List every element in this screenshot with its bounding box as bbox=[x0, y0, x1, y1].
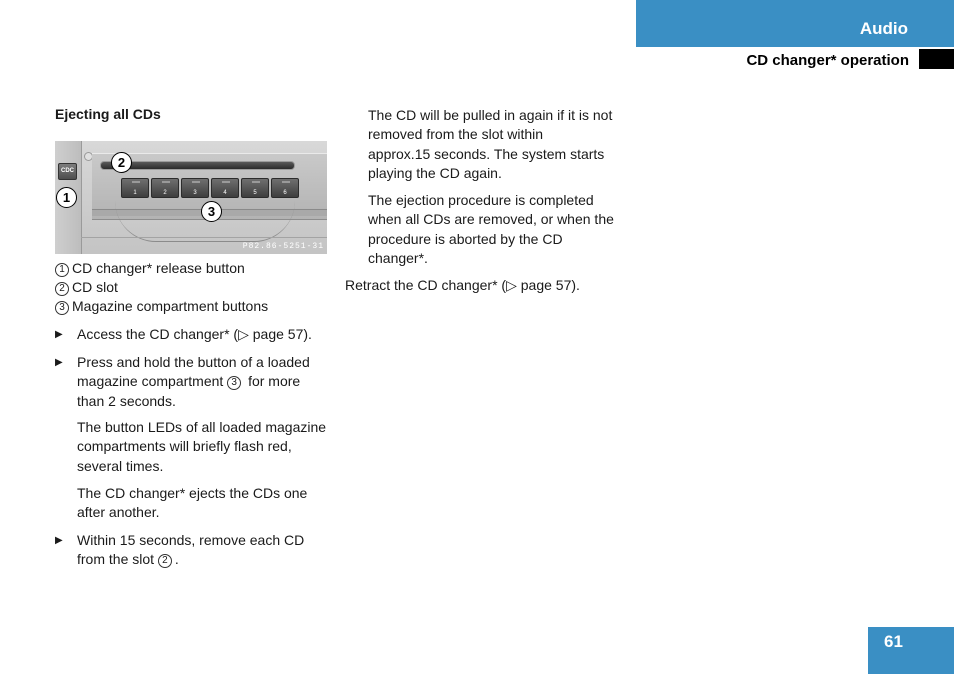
bullet-arrow-icon: ▶ bbox=[55, 535, 63, 546]
reference-number: 2 bbox=[158, 554, 172, 568]
legend-number: 2 bbox=[55, 282, 69, 296]
legend-item bbox=[55, 279, 118, 296]
page-ref-arrow-icon: ▷ bbox=[506, 277, 517, 293]
legend-text: CD changer* release button bbox=[72, 260, 245, 276]
bullet-arrow-icon: ▶ bbox=[55, 329, 63, 340]
magazine-buttons bbox=[121, 178, 299, 197]
cdc-release-button: CDC bbox=[58, 163, 77, 180]
legend-text: CD slot bbox=[72, 279, 118, 295]
step-remove: Within 15 seconds, remove each CD from the slot 2 . bbox=[77, 532, 305, 568]
legend-item bbox=[55, 298, 268, 315]
callout-1: 1 bbox=[56, 187, 77, 208]
callout-3: 3 bbox=[201, 201, 222, 222]
section-marker bbox=[919, 49, 954, 69]
legend-number: 1 bbox=[55, 263, 69, 277]
legend-number: 3 bbox=[55, 301, 69, 315]
retract-instruction: Retract the CD changer* (▷ page 57). bbox=[345, 277, 580, 293]
page-heading: Ejecting all CDs bbox=[55, 106, 161, 122]
magazine-button: 2 bbox=[151, 178, 179, 198]
note-completed: The ejection procedure is completed when all CDs are removed, or when the procedure is aborted by the CD changer*. bbox=[368, 192, 614, 266]
step-press-hold: Press and hold the button of a loaded magazine compartment 3 for more than 2 seconds. bbox=[77, 354, 310, 409]
note-ejects: The CD changer* ejects the CDs one after another. bbox=[77, 485, 308, 521]
legend-item bbox=[55, 260, 245, 277]
cd-changer-figure bbox=[55, 141, 327, 254]
section-title: Audio bbox=[859, 19, 908, 38]
magazine-button: 1 bbox=[121, 178, 149, 198]
page-ref-arrow-icon: ▷ bbox=[238, 326, 249, 342]
step-access: Access the CD changer* (▷ page 57). bbox=[77, 326, 312, 342]
bullet-arrow-icon: ▶ bbox=[55, 357, 63, 368]
reference-number: 3 bbox=[227, 376, 241, 390]
magazine-button: 3 bbox=[181, 178, 209, 198]
note-pulled-in: The CD will be pulled in again if it is not removed from the slot within approx.15 seconds. The system starts playing the CD again. bbox=[368, 107, 613, 181]
subsection-title: CD changer* operation bbox=[746, 52, 909, 69]
figure-code: P82.86-5251-31 bbox=[242, 242, 324, 251]
page-number-tab bbox=[868, 627, 954, 674]
legend-text: Magazine compartment buttons bbox=[72, 298, 269, 314]
callout-2: 2 bbox=[111, 152, 132, 173]
figure-divider bbox=[81, 237, 327, 238]
note-leds: The button LEDs of all loaded magazine compartments will briefly flash red, several times. bbox=[77, 419, 327, 474]
page-number: 61 bbox=[884, 632, 903, 651]
magazine-button: 6 bbox=[271, 178, 299, 198]
magazine-button: 5 bbox=[241, 178, 269, 198]
magazine-button: 4 bbox=[211, 178, 239, 198]
